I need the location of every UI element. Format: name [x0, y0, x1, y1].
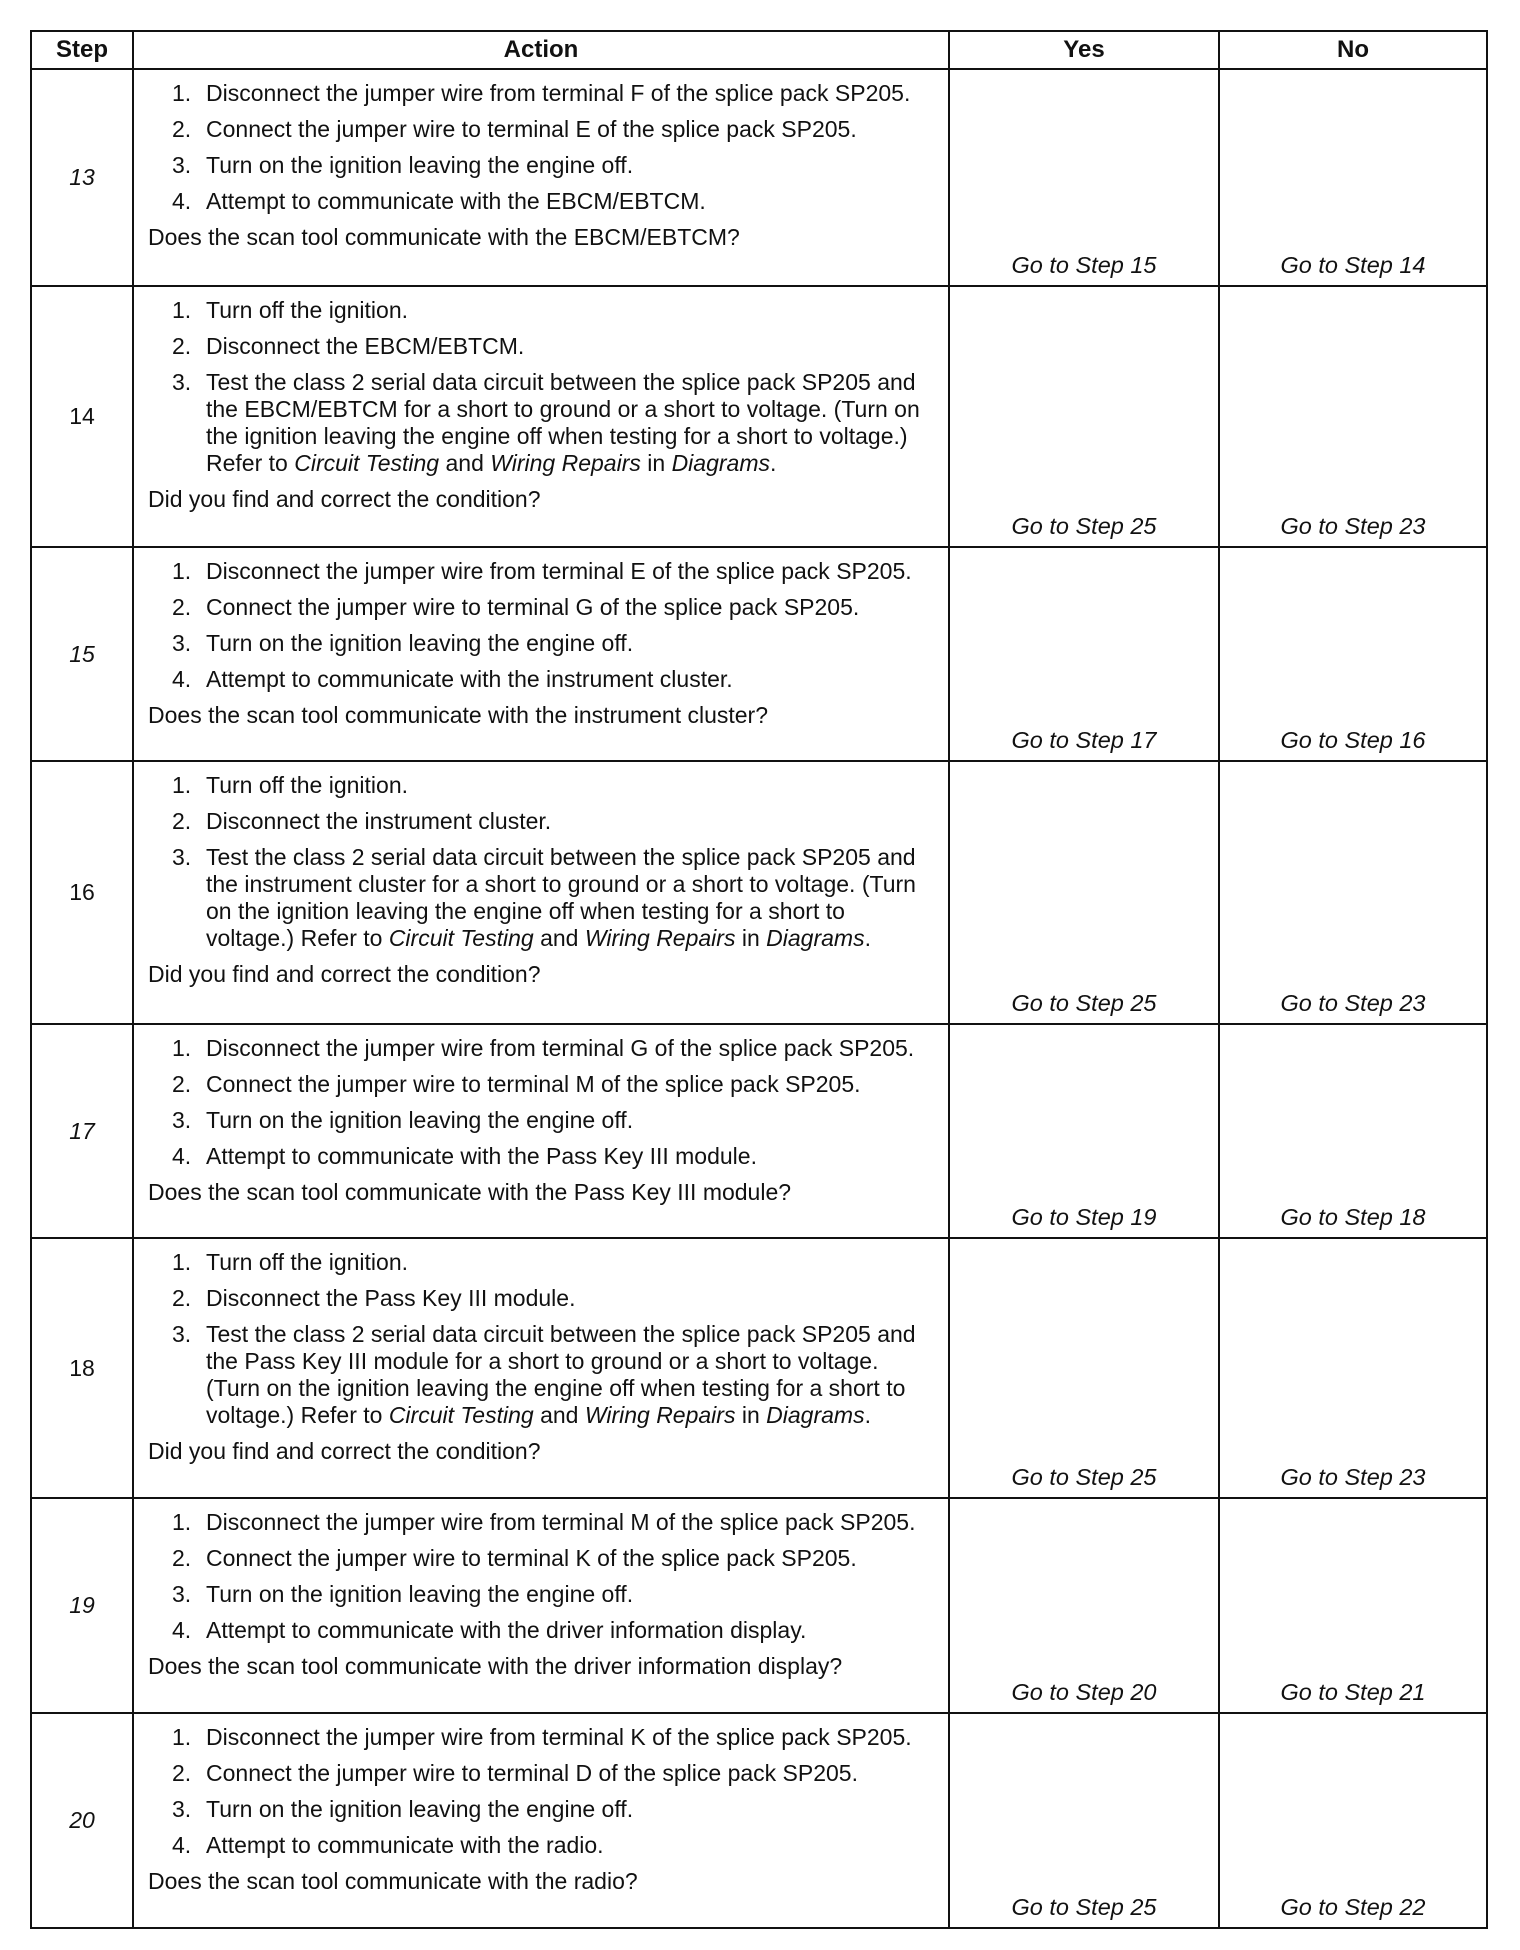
- action-item: 1. Disconnect the jumper wire from terminal K of the splice pack SP205.: [172, 1724, 912, 1750]
- action-item: 1. Disconnect the jumper wire from terminal M of the splice pack SP205.: [172, 1509, 916, 1535]
- step-row: [31, 1238, 1487, 1498]
- action-cell: [133, 286, 949, 547]
- action-item: 2. Connect the jumper wire to terminal M of the splice pack SP205.: [172, 1071, 861, 1097]
- step-number: 13: [31, 69, 133, 286]
- action-item: 3. Turn on the ignition leaving the engine off.: [172, 1107, 634, 1133]
- step-number: 20: [31, 1713, 133, 1928]
- action-item: 4. Attempt to communicate with the Pass Key III module.: [172, 1143, 757, 1169]
- action-item: 1. Disconnect the jumper wire from terminal F of the splice pack SP205.: [172, 80, 911, 106]
- action-question: Does the scan tool communicate with the radio?: [148, 1868, 638, 1894]
- step-number: 16: [31, 761, 133, 1024]
- action-cell: [133, 1024, 949, 1238]
- no-result: Go to Step 21: [1219, 1498, 1487, 1713]
- no-result: Go to Step 22: [1219, 1713, 1487, 1928]
- action-question: Did you find and correct the condition?: [148, 1438, 541, 1464]
- action-item: 2. Connect the jumper wire to terminal G of the splice pack SP205.: [172, 594, 860, 620]
- header-step: Step: [31, 31, 133, 69]
- action-item: 2. Connect the jumper wire to terminal K of the splice pack SP205.: [172, 1545, 857, 1571]
- step-row: [31, 1498, 1487, 1713]
- step-row: [31, 547, 1487, 761]
- action-question: Does the scan tool communicate with the instrument cluster?: [148, 702, 769, 728]
- header-no: No: [1219, 31, 1487, 69]
- action-item: 2. Disconnect the EBCM/EBTCM.: [172, 333, 525, 359]
- action-cell: [133, 1238, 949, 1498]
- action-question: Does the scan tool communicate with the EBCM/EBTCM?: [148, 224, 740, 250]
- action-item: 2. Connect the jumper wire to terminal E of the splice pack SP205.: [172, 116, 857, 142]
- yes-result: Go to Step 25: [949, 1713, 1219, 1928]
- action-item: 1. Turn off the ignition.: [172, 297, 409, 323]
- no-result: Go to Step 16: [1219, 547, 1487, 761]
- action-cell: [133, 547, 949, 761]
- action-item: 1. Turn off the ignition.: [172, 772, 409, 798]
- action-cell: [133, 1498, 949, 1713]
- action-item: 4. Attempt to communicate with the EBCM/EBTCM.: [172, 188, 706, 214]
- yes-result: Go to Step 25: [949, 286, 1219, 547]
- yes-result: Go to Step 20: [949, 1498, 1219, 1713]
- action-item: 4. Attempt to communicate with the driver information display.: [172, 1617, 807, 1643]
- action-item: 1. Turn off the ignition.: [172, 1249, 409, 1275]
- yes-result: Go to Step 17: [949, 547, 1219, 761]
- step-row: [31, 761, 1487, 1024]
- yes-result: Go to Step 19: [949, 1024, 1219, 1238]
- no-result: Go to Step 14: [1219, 69, 1487, 286]
- action-item: 1. Disconnect the jumper wire from terminal E of the splice pack SP205.: [172, 558, 912, 584]
- action-item: 4. Attempt to communicate with the radio.: [172, 1832, 604, 1858]
- no-result: Go to Step 23: [1219, 286, 1487, 547]
- step-number: 18: [31, 1238, 133, 1498]
- action-question: Did you find and correct the condition?: [148, 486, 541, 512]
- action-cell: [133, 69, 949, 286]
- no-result: Go to Step 18: [1219, 1024, 1487, 1238]
- action-item: 3. Turn on the ignition leaving the engine off.: [172, 1581, 634, 1607]
- no-result: Go to Step 23: [1219, 761, 1487, 1024]
- action-item: 3. Test the class 2 serial data circuit between the splice pack SP205 and the EBCM/EBTCM for a short to ground or a short to voltage. (Turn on the ignition leaving the engine off when testing for a short to voltage.) Refer to Circuit Testing and Wiring Repairs in Diagrams.: [172, 369, 920, 476]
- action-question: Does the scan tool communicate with the driver information display?: [148, 1653, 843, 1679]
- header-action: Action: [133, 31, 949, 69]
- step-number: 15: [31, 547, 133, 761]
- action-item: 3. Turn on the ignition leaving the engine off.: [172, 630, 634, 656]
- yes-result: Go to Step 15: [949, 69, 1219, 286]
- step-row: [31, 69, 1487, 286]
- action-item: 3. Test the class 2 serial data circuit between the splice pack SP205 and the Pass Key III module for a short to ground or a short to voltage. (Turn on the ignition leaving the engine off when testing for a short to voltage.) Refer to Circuit Testing and Wiring Repairs in Diagrams.: [172, 1321, 916, 1428]
- action-item: 3. Test the class 2 serial data circuit between the splice pack SP205 and the instrument cluster for a short to ground or a short to voltage. (Turn on the ignition leaving the engine off when testing for a short to voltage.) Refer to Circuit Testing and Wiring Repairs in Diagrams.: [172, 844, 916, 951]
- no-result: Go to Step 23: [1219, 1238, 1487, 1498]
- action-item: 2. Disconnect the Pass Key III module.: [172, 1285, 576, 1311]
- yes-result: Go to Step 25: [949, 1238, 1219, 1498]
- action-item: 2. Disconnect the instrument cluster.: [172, 808, 552, 834]
- action-item: 1. Disconnect the jumper wire from terminal G of the splice pack SP205.: [172, 1035, 915, 1061]
- action-item: 3. Turn on the ignition leaving the engine off.: [172, 1796, 634, 1822]
- action-item: 4. Attempt to communicate with the instrument cluster.: [172, 666, 733, 692]
- step-number: 14: [31, 286, 133, 547]
- action-cell: [133, 1713, 949, 1928]
- action-question: Did you find and correct the condition?: [148, 961, 541, 987]
- step-row: [31, 1024, 1487, 1238]
- yes-result: Go to Step 25: [949, 761, 1219, 1024]
- action-question: Does the scan tool communicate with the Pass Key III module?: [148, 1179, 792, 1205]
- action-item: 3. Turn on the ignition leaving the engine off.: [172, 152, 634, 178]
- action-item: 2. Connect the jumper wire to terminal D of the splice pack SP205.: [172, 1760, 858, 1786]
- step-number: 17: [31, 1024, 133, 1238]
- header-yes: Yes: [949, 31, 1219, 69]
- diagnostic-table: [30, 30, 1488, 1929]
- step-number: 19: [31, 1498, 133, 1713]
- header-row: [31, 31, 1487, 69]
- action-cell: [133, 761, 949, 1024]
- step-row: [31, 286, 1487, 547]
- step-row: [31, 1713, 1487, 1928]
